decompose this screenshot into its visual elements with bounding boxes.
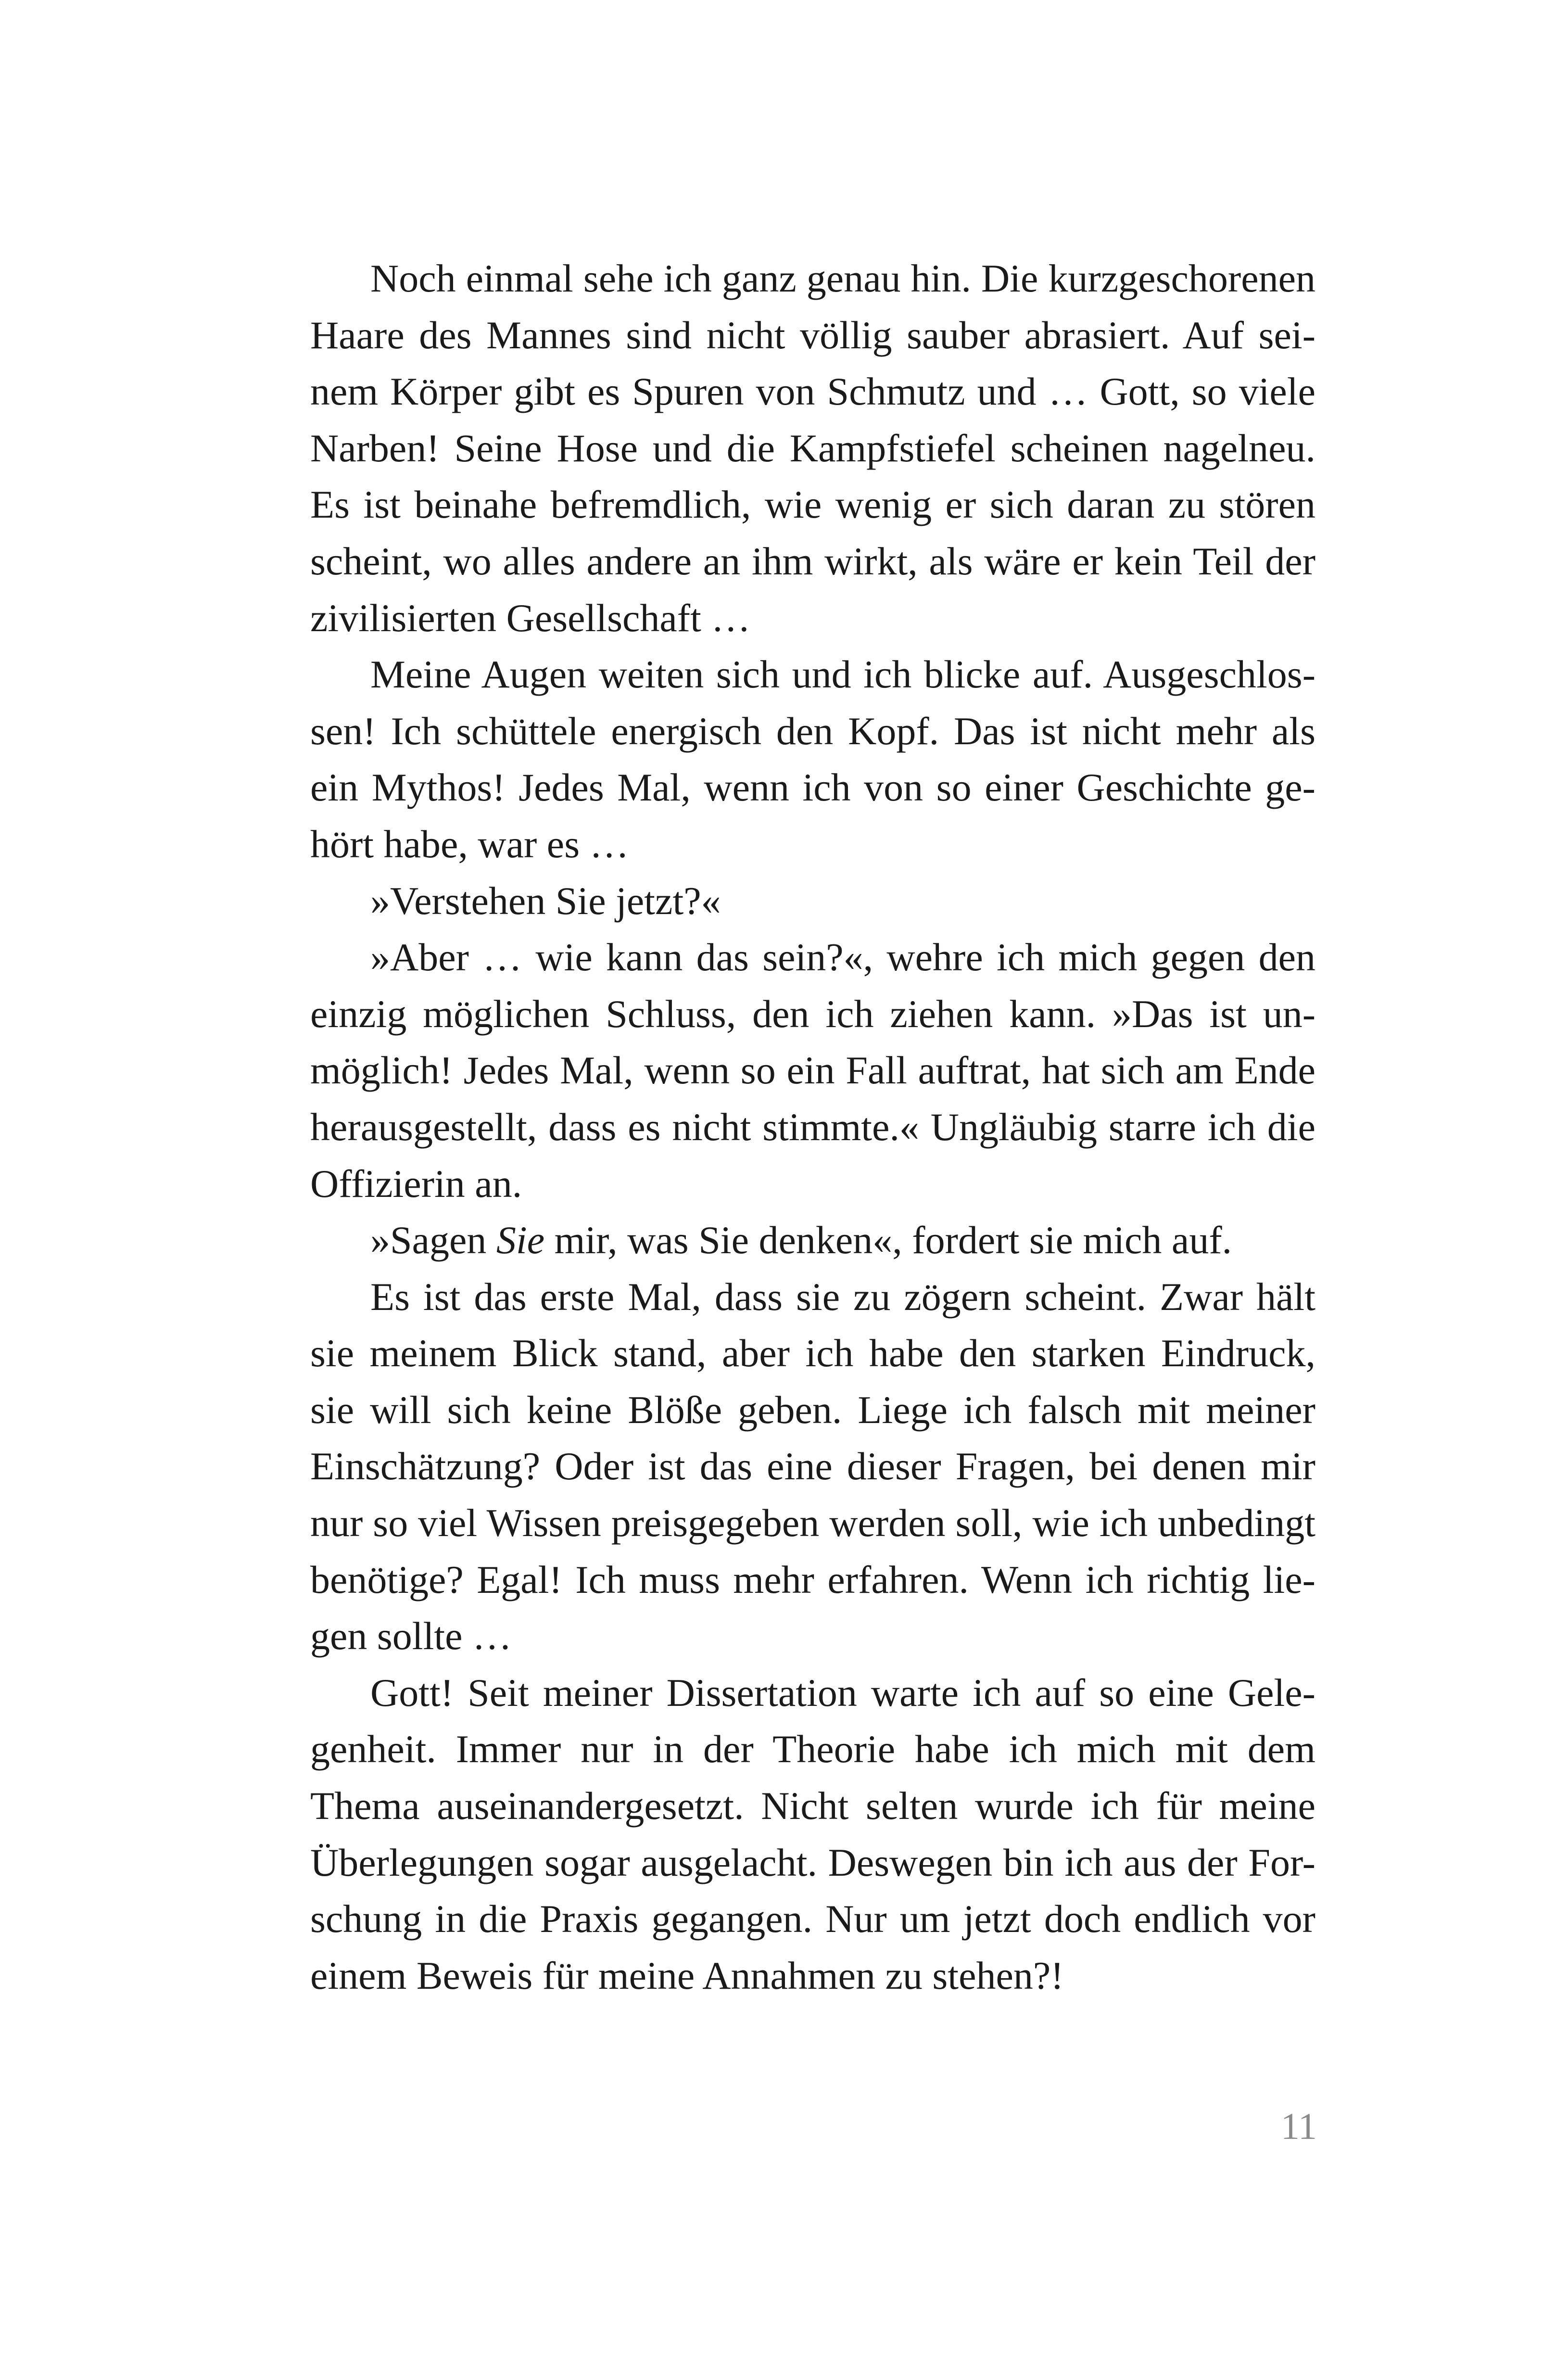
text-line: genheit. Immer nur in der Theorie habe ich mich mit dem — [310, 1727, 1315, 1771]
text-line: einzig möglichen Schluss, den ich ziehen kann. »Das ist un- — [310, 991, 1315, 1036]
text-line: Haare des Mannes sind nicht völlig sauber abrasiert. Auf sei- — [310, 313, 1315, 357]
body-text — [250, 250, 1315, 2004]
text-line: hört habe, war es … — [310, 822, 629, 866]
text-line: sie will sich keine Blöße geben. Liege ich falsch mit meiner — [310, 1387, 1315, 1432]
paragraph-7 — [250, 1665, 1315, 2004]
text-line: Thema auseinandergesetzt. Nicht selten wurde ich für meine — [310, 1784, 1315, 1828]
text-line: nem Körper gibt es Spuren von Schmutz und … Gott, so viele — [310, 369, 1315, 414]
text-line: einem Beweis für meine Annahmen zu stehen?! — [310, 1953, 1064, 1997]
text-line: Einschätzung? Oder ist das eine dieser Fragen, bei denen mir — [310, 1444, 1315, 1488]
text-line: Noch einmal sehe ich ganz genau hin. Die kurzgeschorenen — [370, 256, 1315, 300]
text-line: ein Mythos! Jedes Mal, wenn ich von so einer Geschichte ge- — [310, 765, 1315, 810]
text-line: Es ist beinahe befremdlich, wie wenig er sich daran zu stören — [310, 483, 1315, 527]
paragraph-4 — [250, 929, 1315, 1212]
text-line: herausgestellt, dass es nicht stimmte.« Ungläubig starre ich die — [310, 1105, 1315, 1149]
text-line: »Aber … wie kann das sein?«, wehre ich mich gegen den — [370, 935, 1315, 979]
text-line — [250, 1212, 1315, 1269]
text-line: sen! Ich schüttele energisch den Kopf. Das ist nicht mehr als — [310, 709, 1315, 753]
paragraph-2 — [250, 646, 1315, 872]
text-line: schung in die Praxis gegangen. Nur um jetzt doch endlich vor — [310, 1897, 1315, 1941]
text-line: sie meinem Blick stand, aber ich habe den starken Eindruck, — [310, 1331, 1315, 1375]
text-line: Gott! Seit meiner Dissertation warte ich auf so eine Gele- — [370, 1670, 1315, 1715]
text-line: Offizierin an. — [310, 1161, 522, 1206]
text-line: scheint, wo alles andere an ihm wirkt, als wäre er kein Teil der — [310, 539, 1315, 583]
text-line: Es ist das erste Mal, dass sie zu zögern scheint. Zwar hält — [370, 1274, 1315, 1319]
text-line: gen sollte … — [310, 1614, 512, 1658]
italic-emphasis: Sie — [496, 1218, 545, 1262]
text-line: Meine Augen weiten sich und ich blicke auf. Ausgeschlos- — [370, 652, 1315, 697]
text-line: zivilisierten Gesellschaft … — [310, 596, 751, 640]
paragraph-5 — [250, 1212, 1315, 1269]
text-run: »Sagen — [370, 1218, 496, 1262]
text-line: »Verstehen Sie jetzt?« — [370, 878, 721, 923]
text-line: Überlegungen sogar ausgelacht. Deswegen bin ich aus der For- — [310, 1840, 1315, 1884]
text-line: benötige? Egal! Ich muss mehr erfahren. Wenn ich richtig lie- — [310, 1557, 1315, 1601]
paragraph-3 — [250, 873, 1315, 929]
paragraph-6 — [250, 1269, 1315, 1665]
paragraph-1 — [250, 250, 1315, 646]
text-run: mir, was Sie denken«, fordert sie mich auf. — [544, 1218, 1232, 1262]
text-line: nur so viel Wissen preisgegeben werden soll, wie ich unbedingt — [310, 1501, 1315, 1545]
text-line: Narben! Seine Hose und die Kampfstiefel scheinen nagelneu. — [310, 426, 1315, 470]
page-number: 11 — [1280, 2105, 1317, 2147]
text-line: möglich! Jedes Mal, wenn so ein Fall auftrat, hat sich am Ende — [310, 1048, 1315, 1093]
